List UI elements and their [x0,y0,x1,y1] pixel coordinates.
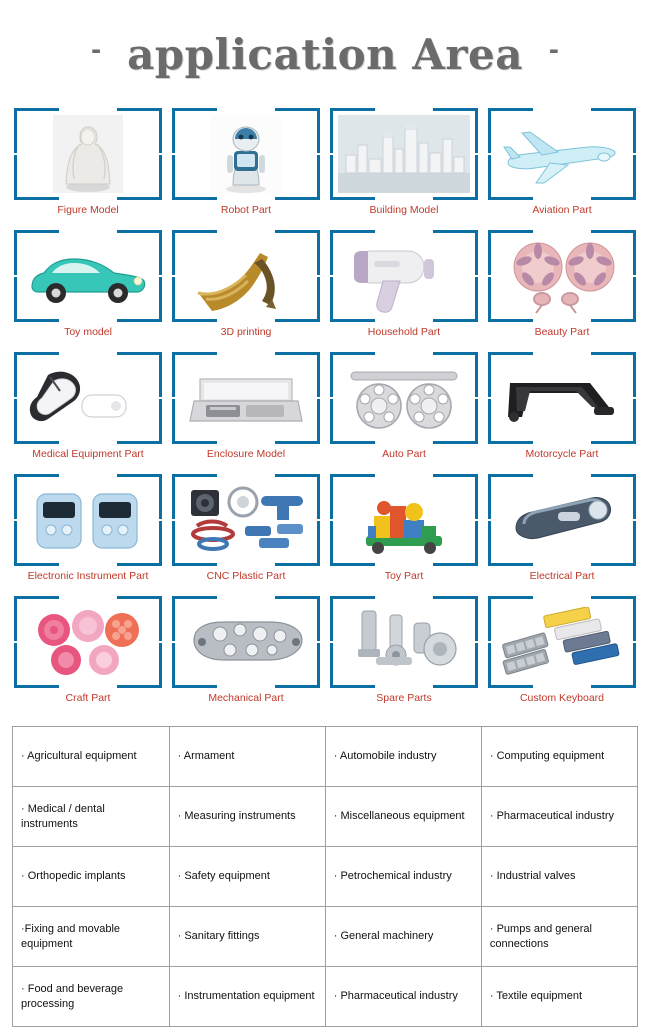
application-card[interactable] [12,474,164,592]
enclosure-case-icon [178,357,314,439]
table-row [13,967,638,1027]
application-card[interactable] [170,474,322,592]
application-card[interactable] [328,352,480,470]
table-cell: · Sanitary fittings [169,907,325,967]
application-caption: CNC Plastic Part [206,570,286,582]
image-frame [330,108,478,200]
mechanical-plate-icon [178,601,314,683]
application-caption: Toy model [64,326,112,338]
image-frame [488,108,636,200]
table-cell: · Armament [169,727,325,787]
application-card[interactable] [12,596,164,714]
table-row [13,847,638,907]
application-caption: Toy Part [384,570,424,582]
image-frame [172,230,320,322]
industries-table-wrapper [12,726,638,1027]
application-caption: Electronic Instrument Part [27,570,149,582]
application-card[interactable] [328,230,480,348]
table-cell: · Industrial valves [481,847,637,907]
electronic-instrument-icon [20,479,156,561]
image-frame [488,230,636,322]
table-cell: · Food and beverage processing [13,967,169,1027]
image-frame [172,596,320,688]
industries-table [13,727,638,1027]
application-card[interactable] [328,108,480,226]
cosmetic-bowl-icon [494,235,630,317]
application-card[interactable] [486,108,638,226]
table-cell: · Measuring instruments [169,787,325,847]
application-card[interactable] [12,352,164,470]
airplane-icon [494,113,630,195]
application-card[interactable] [12,230,164,348]
table-row [13,727,638,787]
application-caption: Building Model [369,204,439,216]
table-cell: · Computing equipment [481,727,637,787]
city-skyline-icon [336,113,472,195]
application-card[interactable] [170,108,322,226]
application-caption: Aviation Part [532,204,592,216]
image-frame [14,108,162,200]
image-frame [330,352,478,444]
application-card[interactable] [328,474,480,592]
table-cell: · Orthopedic implants [13,847,169,907]
application-caption: Household Part [367,326,441,338]
table-cell: · Agricultural equipment [13,727,169,787]
image-frame [330,596,478,688]
application-caption: 3D printing [220,326,272,338]
application-card[interactable] [486,230,638,348]
table-cell: ·Fixing and movable equipment [13,907,169,967]
toy-car-icon [20,235,156,317]
application-caption: Motorcycle Part [525,448,599,460]
title-left-dash: - [91,33,102,66]
application-caption: Custom Keyboard [519,692,605,704]
plastic-toy-icon [336,479,472,561]
application-grid [12,108,638,714]
custom-keyboard-icon [494,601,630,683]
application-card[interactable] [486,352,638,470]
image-frame [14,474,162,566]
application-caption: Beauty Part [534,326,590,338]
table-cell: · Automobile industry [325,727,481,787]
table-cell: · Miscellaneous equipment [325,787,481,847]
application-card[interactable] [12,108,164,226]
hair-dryer-icon [336,235,472,317]
table-cell: · Pharmaceutical industry [325,967,481,1027]
application-card[interactable] [486,596,638,714]
image-frame [330,230,478,322]
motorcycle-frame-icon [494,357,630,439]
statue-icon [20,113,156,195]
application-caption: Auto Part [382,448,426,460]
robot-icon [178,113,314,195]
application-caption: Robot Part [220,204,272,216]
craft-flower-icon [20,601,156,683]
image-frame [330,474,478,566]
title-right-dash: - [548,33,559,66]
application-caption: Mechanical Part [208,692,284,704]
application-card[interactable] [486,474,638,592]
application-caption: Electrical Part [529,570,595,582]
image-frame [488,474,636,566]
application-caption: Enclosure Model [206,448,286,460]
application-card[interactable] [170,230,322,348]
image-frame [14,230,162,322]
table-cell: · General machinery [325,907,481,967]
application-caption: Figure Model [57,204,119,216]
table-row [13,907,638,967]
table-cell: · Medical / dental instruments [13,787,169,847]
page-title: application Area [127,29,523,79]
image-frame [172,352,320,444]
image-frame [14,352,162,444]
application-card[interactable] [328,596,480,714]
cnc-plastic-parts-icon [178,479,314,561]
table-cell: · Pumps and general connections [481,907,637,967]
table-cell: · Petrochemical industry [325,847,481,907]
table-row [13,787,638,847]
image-frame [488,596,636,688]
application-caption: Spare Parts [376,692,432,704]
table-cell: · Instrumentation equipment [169,967,325,1027]
table-cell: · Safety equipment [169,847,325,907]
high-heel-shoe-icon [178,235,314,317]
image-frame [14,596,162,688]
image-frame [172,474,320,566]
metal-spare-parts-icon [336,601,472,683]
wheel-hub-icon [336,357,472,439]
application-caption: Craft Part [65,692,111,704]
table-cell: · Pharmaceutical industry [481,787,637,847]
image-frame [488,352,636,444]
electric-shaver-icon [494,479,630,561]
application-card[interactable] [170,352,322,470]
image-frame [172,108,320,200]
table-cell: · Textile equipment [481,967,637,1027]
application-card[interactable] [170,596,322,714]
medical-device-icon [20,357,156,439]
page-title-bar [0,0,650,108]
application-caption: Medical Equipment Part [32,448,144,460]
